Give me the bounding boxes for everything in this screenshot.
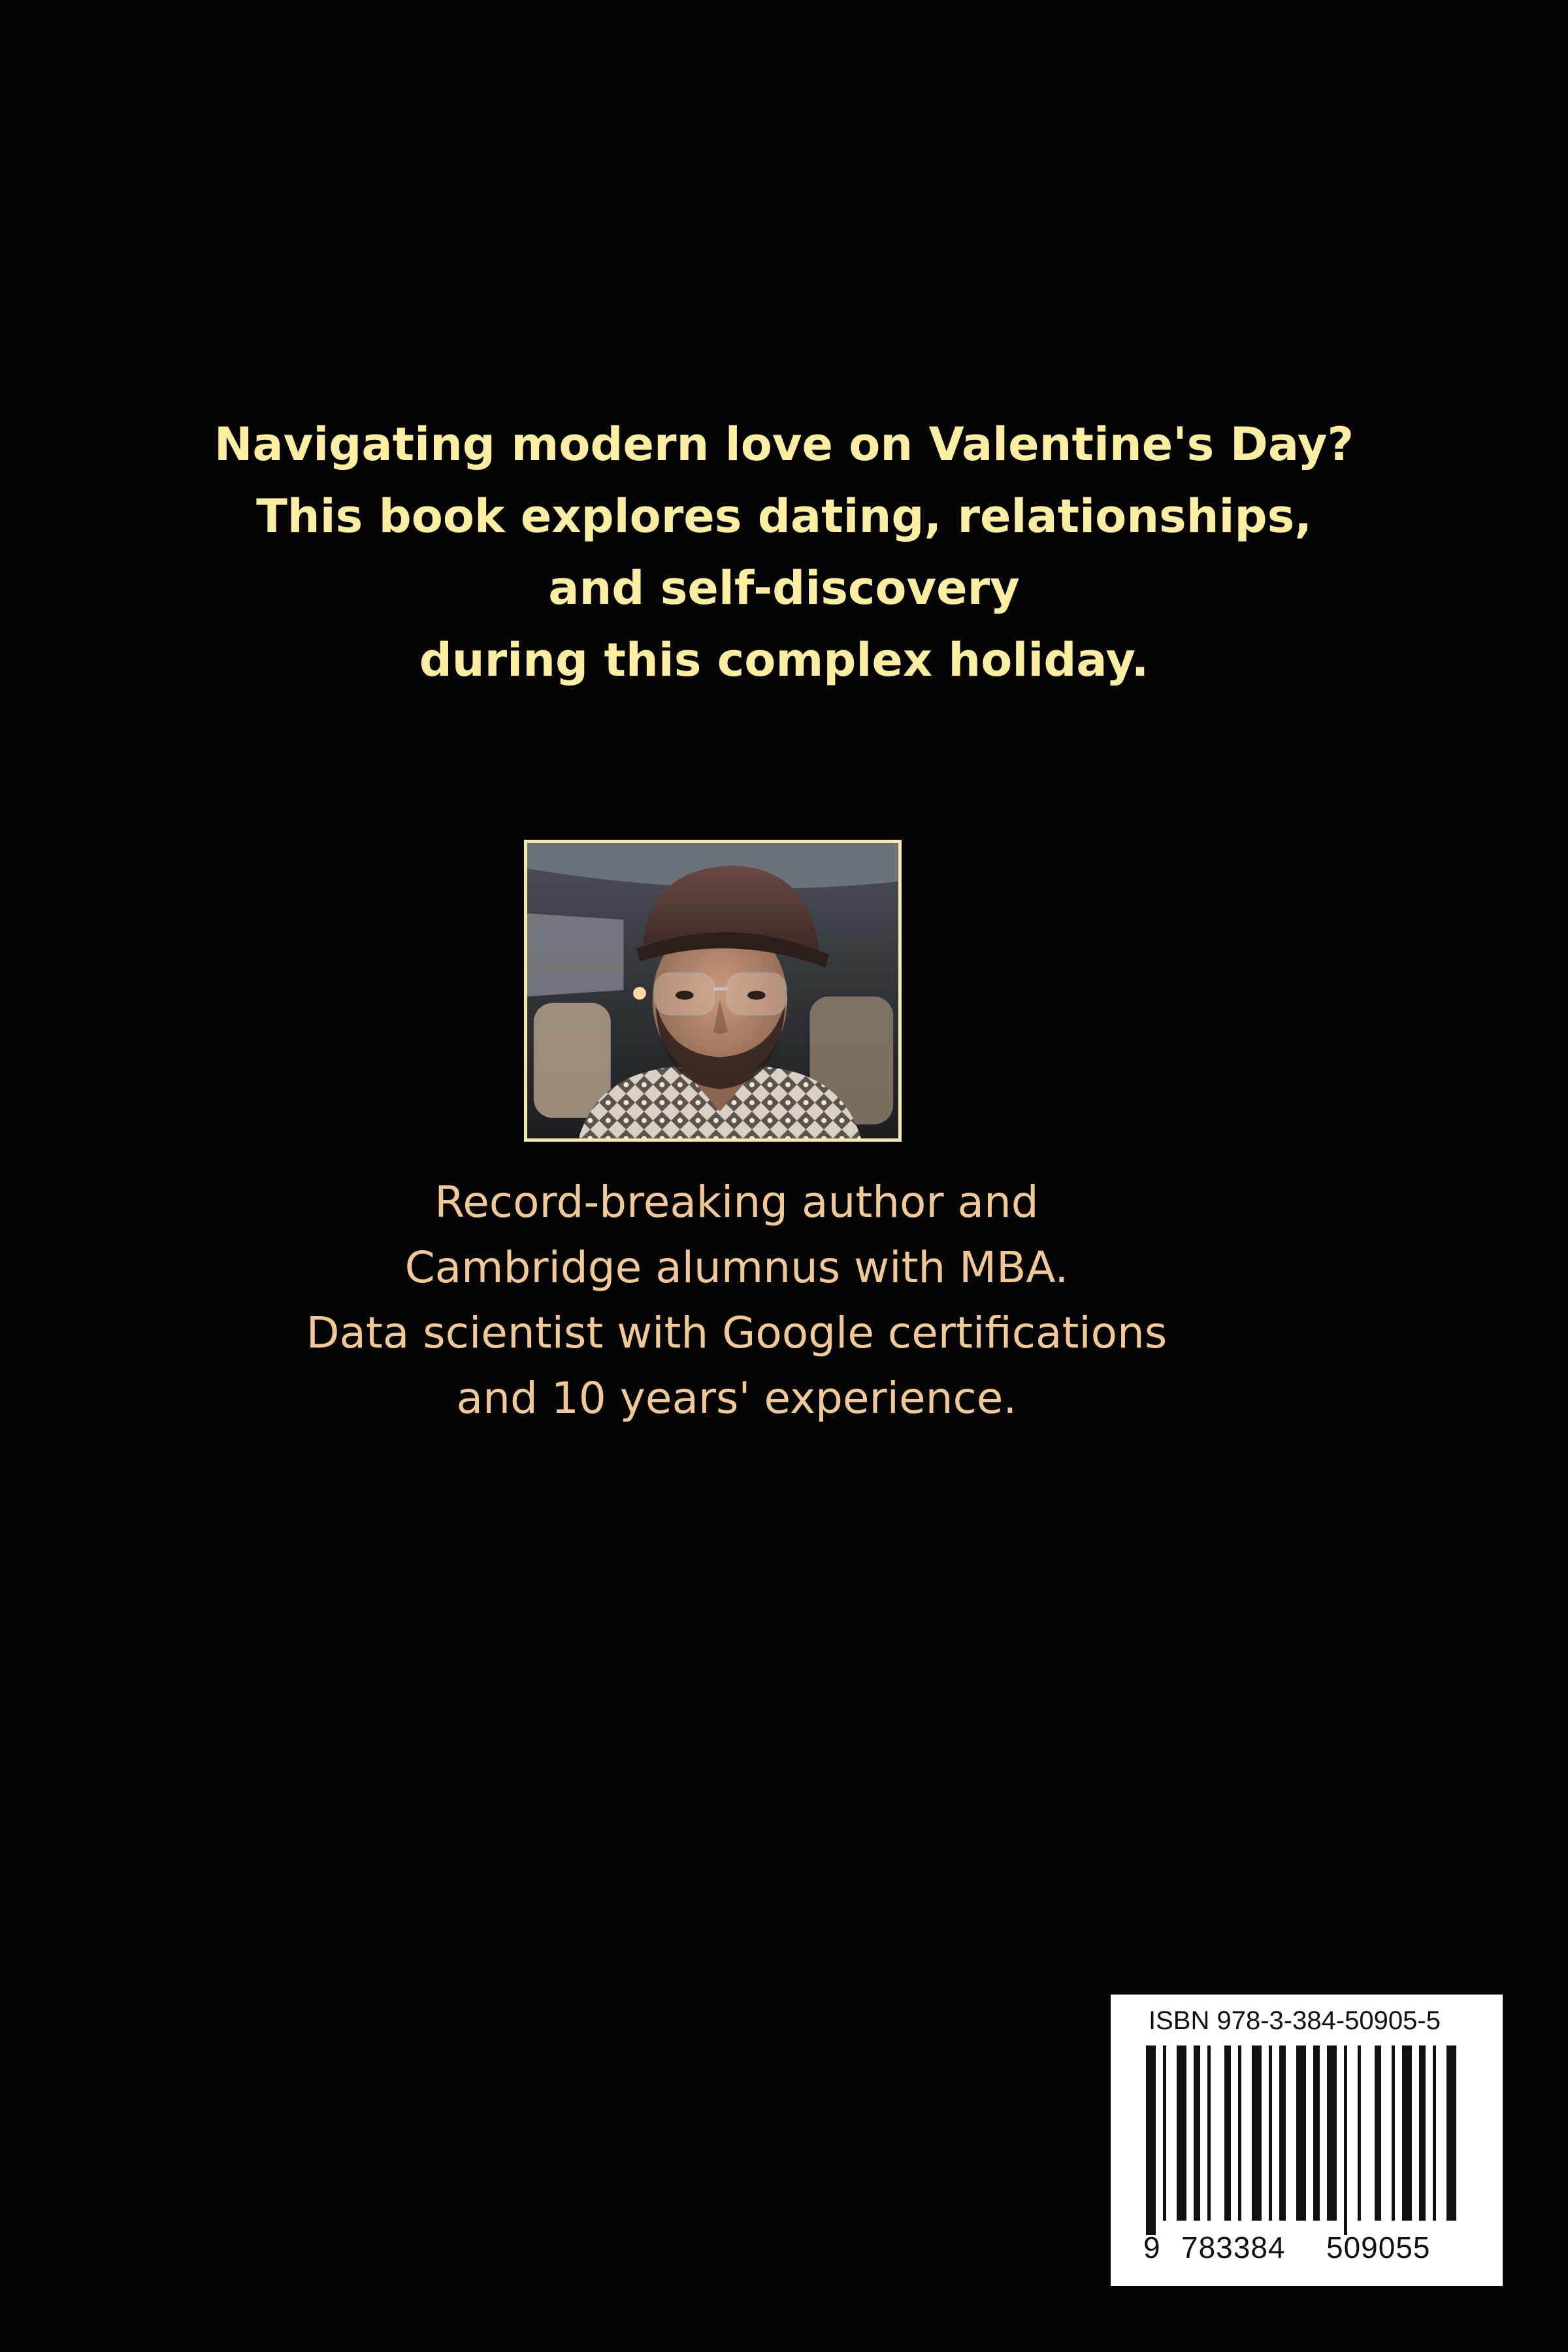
barcode-digit-first: 9 bbox=[1143, 2230, 1161, 2264]
barcode-bar bbox=[1358, 2046, 1361, 2221]
barcode-bar bbox=[1344, 2046, 1347, 2235]
barcode-bar bbox=[1402, 2046, 1412, 2221]
barcode-bar bbox=[1296, 2046, 1306, 2221]
isbn-label: ISBN 978-3-384-50905-5 bbox=[1149, 2006, 1441, 2035]
barcode-bar bbox=[1392, 2046, 1395, 2221]
barcode-bar bbox=[1177, 2046, 1186, 2221]
barcode-bar bbox=[1269, 2046, 1272, 2221]
isbn-barcode bbox=[1111, 1995, 1503, 2286]
barcode-bar bbox=[1252, 2046, 1262, 2221]
bio-line: Data scientist with Google certifications bbox=[306, 1308, 1168, 1358]
barcode-bar bbox=[1327, 2046, 1337, 2221]
barcode-bar bbox=[1238, 2046, 1241, 2221]
barcode-bar bbox=[1207, 2046, 1211, 2221]
barcode-bar bbox=[1146, 2046, 1156, 2235]
blurb-text bbox=[0, 408, 1568, 696]
bio-line: Cambridge alumnus with MBA. bbox=[404, 1242, 1069, 1293]
blurb-line: This book explores dating, relationships, bbox=[256, 489, 1312, 543]
author-bio bbox=[0, 1170, 1568, 1431]
bio-line: and 10 years' experience. bbox=[456, 1373, 1017, 1423]
barcode-bar bbox=[1419, 2046, 1426, 2221]
barcode-bar bbox=[1279, 2046, 1286, 2221]
barcode-bar bbox=[1194, 2046, 1200, 2221]
author-photo bbox=[524, 840, 902, 1142]
barcode-digits-left: 783384 bbox=[1181, 2230, 1286, 2264]
barcode-bar bbox=[1433, 2046, 1436, 2221]
blurb-line: and self-discovery bbox=[548, 561, 1020, 615]
barcode-bar bbox=[1446, 2046, 1456, 2221]
barcode-bar bbox=[1163, 2046, 1166, 2221]
barcode-bars bbox=[1137, 2046, 1477, 2235]
barcode-bar bbox=[1375, 2046, 1381, 2221]
bio-line: Record-breaking author and bbox=[434, 1177, 1039, 1227]
blurb-line: during this complex holiday. bbox=[419, 633, 1149, 687]
barcode-digits-right: 509055 bbox=[1326, 2230, 1431, 2264]
barcode-bar bbox=[1313, 2046, 1320, 2221]
author-portrait-image bbox=[527, 843, 898, 1138]
barcode-bar bbox=[1224, 2046, 1231, 2221]
blurb-line: Navigating modern love on Valentine's Day? bbox=[214, 418, 1354, 471]
